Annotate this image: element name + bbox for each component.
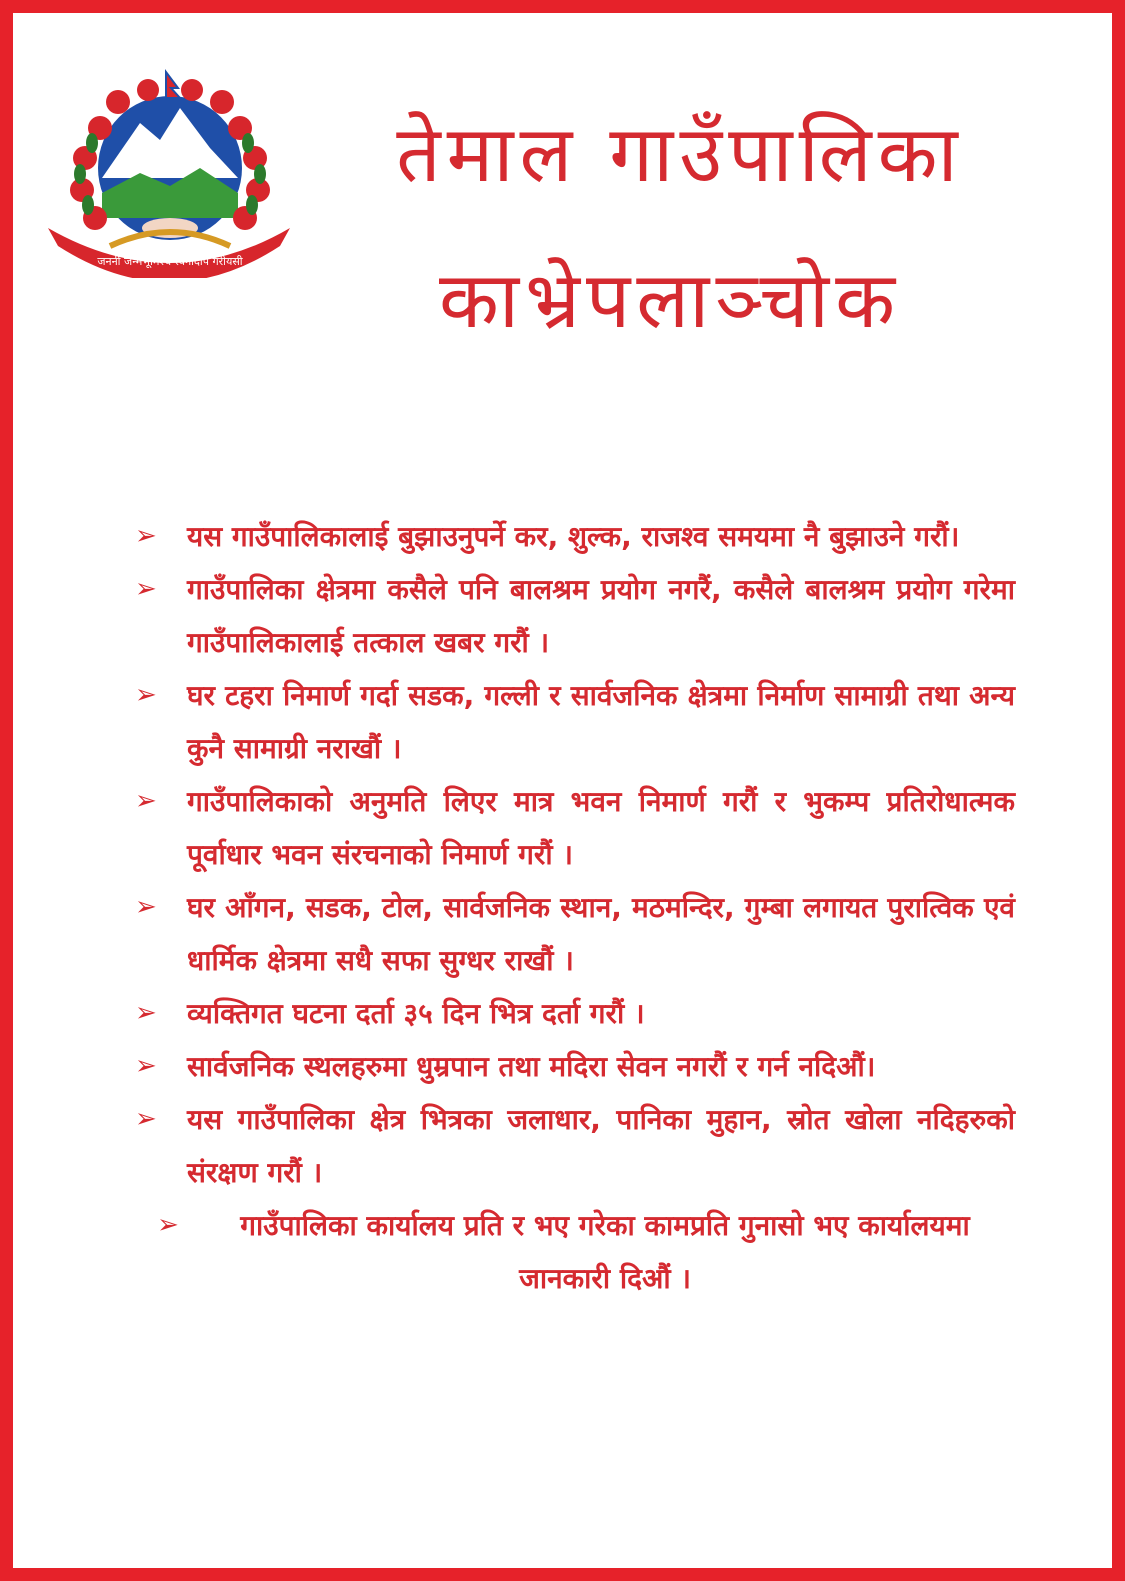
list-item: ➢ सार्वजनिक स्थलहरुमा धुम्रपान तथा मदिरा सेवन नगरौं र गर्न नदिऔं।: [135, 1040, 1015, 1093]
notice-list: [135, 510, 1015, 1305]
arrow-bullet-icon: ➢: [135, 521, 157, 551]
arrow-bullet-icon: ➢: [135, 680, 157, 710]
list-item: ➢ यस गाउँपालिका क्षेत्र भित्रका जलाधार, पानिका मुहान, स्रोत खोला नदिहरुको संरक्षण गरौं ।: [135, 1093, 1015, 1199]
arrow-bullet-icon: ➢: [135, 1051, 157, 1081]
arrow-bullet-icon: ➢: [157, 1210, 179, 1240]
emblem-motto: जननी जन्मभूमिश्च स्वर्गादपि गरीयसी: [97, 255, 243, 268]
list-item: ➢ घर टहरा निमार्ण गर्दा सडक, गल्ली र सार्वजनिक क्षेत्रमा निर्माण सामाग्री तथा अन्य कुनै सामाग्री नराखौं ।: [135, 669, 1015, 775]
arrow-bullet-icon: ➢: [135, 786, 157, 816]
nepal-emblem: [40, 68, 298, 278]
arrow-bullet-icon: ➢: [135, 1104, 157, 1134]
arrow-bullet-icon: ➢: [135, 998, 157, 1028]
arrow-bullet-icon: ➢: [135, 574, 157, 604]
list-item: ➢ गाउँपालिकाको अनुमति लिएर मात्र भवन निमार्ण गरौं र भुकम्प प्रतिरोधात्मक पूर्वाधार भवन संरचनाको निमार्ण गरौं ।: [135, 775, 1015, 881]
page-title: तेमाल गाउँपालिका: [396, 110, 964, 200]
flag-icon: [166, 72, 180, 98]
page-subtitle: काभ्रेपलाञ्चोक: [439, 256, 901, 346]
list-item: ➢ गाउँपालिका क्षेत्रमा कसैले पनि बालश्रम प्रयोग नगरैं, कसैले बालश्रम प्रयोग गरेमा गाउँपालिकालाई तत्काल खबर गरौं ।: [135, 563, 1015, 669]
arrow-bullet-icon: ➢: [135, 892, 157, 922]
list-item: ➢ यस गाउँपालिकालाई बुझाउनुपर्ने कर, शुल्क, राजश्व समयमा नै बुझाउने गरौं।: [135, 510, 1015, 563]
list-item: ➢ घर आँगन, सडक, टोल, सार्वजनिक स्थान, मठमन्दिर, गुम्बा लगायत पुरात्विक एवं धार्मिक क्षेत्रमा सधै सफा सुग्धर राखौं ।: [135, 881, 1015, 987]
list-item: ➢ गाउँपालिका कार्यालय प्रति र भए गरेका कामप्रति गुनासो भए कार्यालयमा जानकारी दिऔं ।: [135, 1199, 1015, 1305]
list-item: ➢ व्यक्तिगत घटना दर्ता ३५ दिन भित्र दर्ता गरौं ।: [135, 987, 1015, 1040]
